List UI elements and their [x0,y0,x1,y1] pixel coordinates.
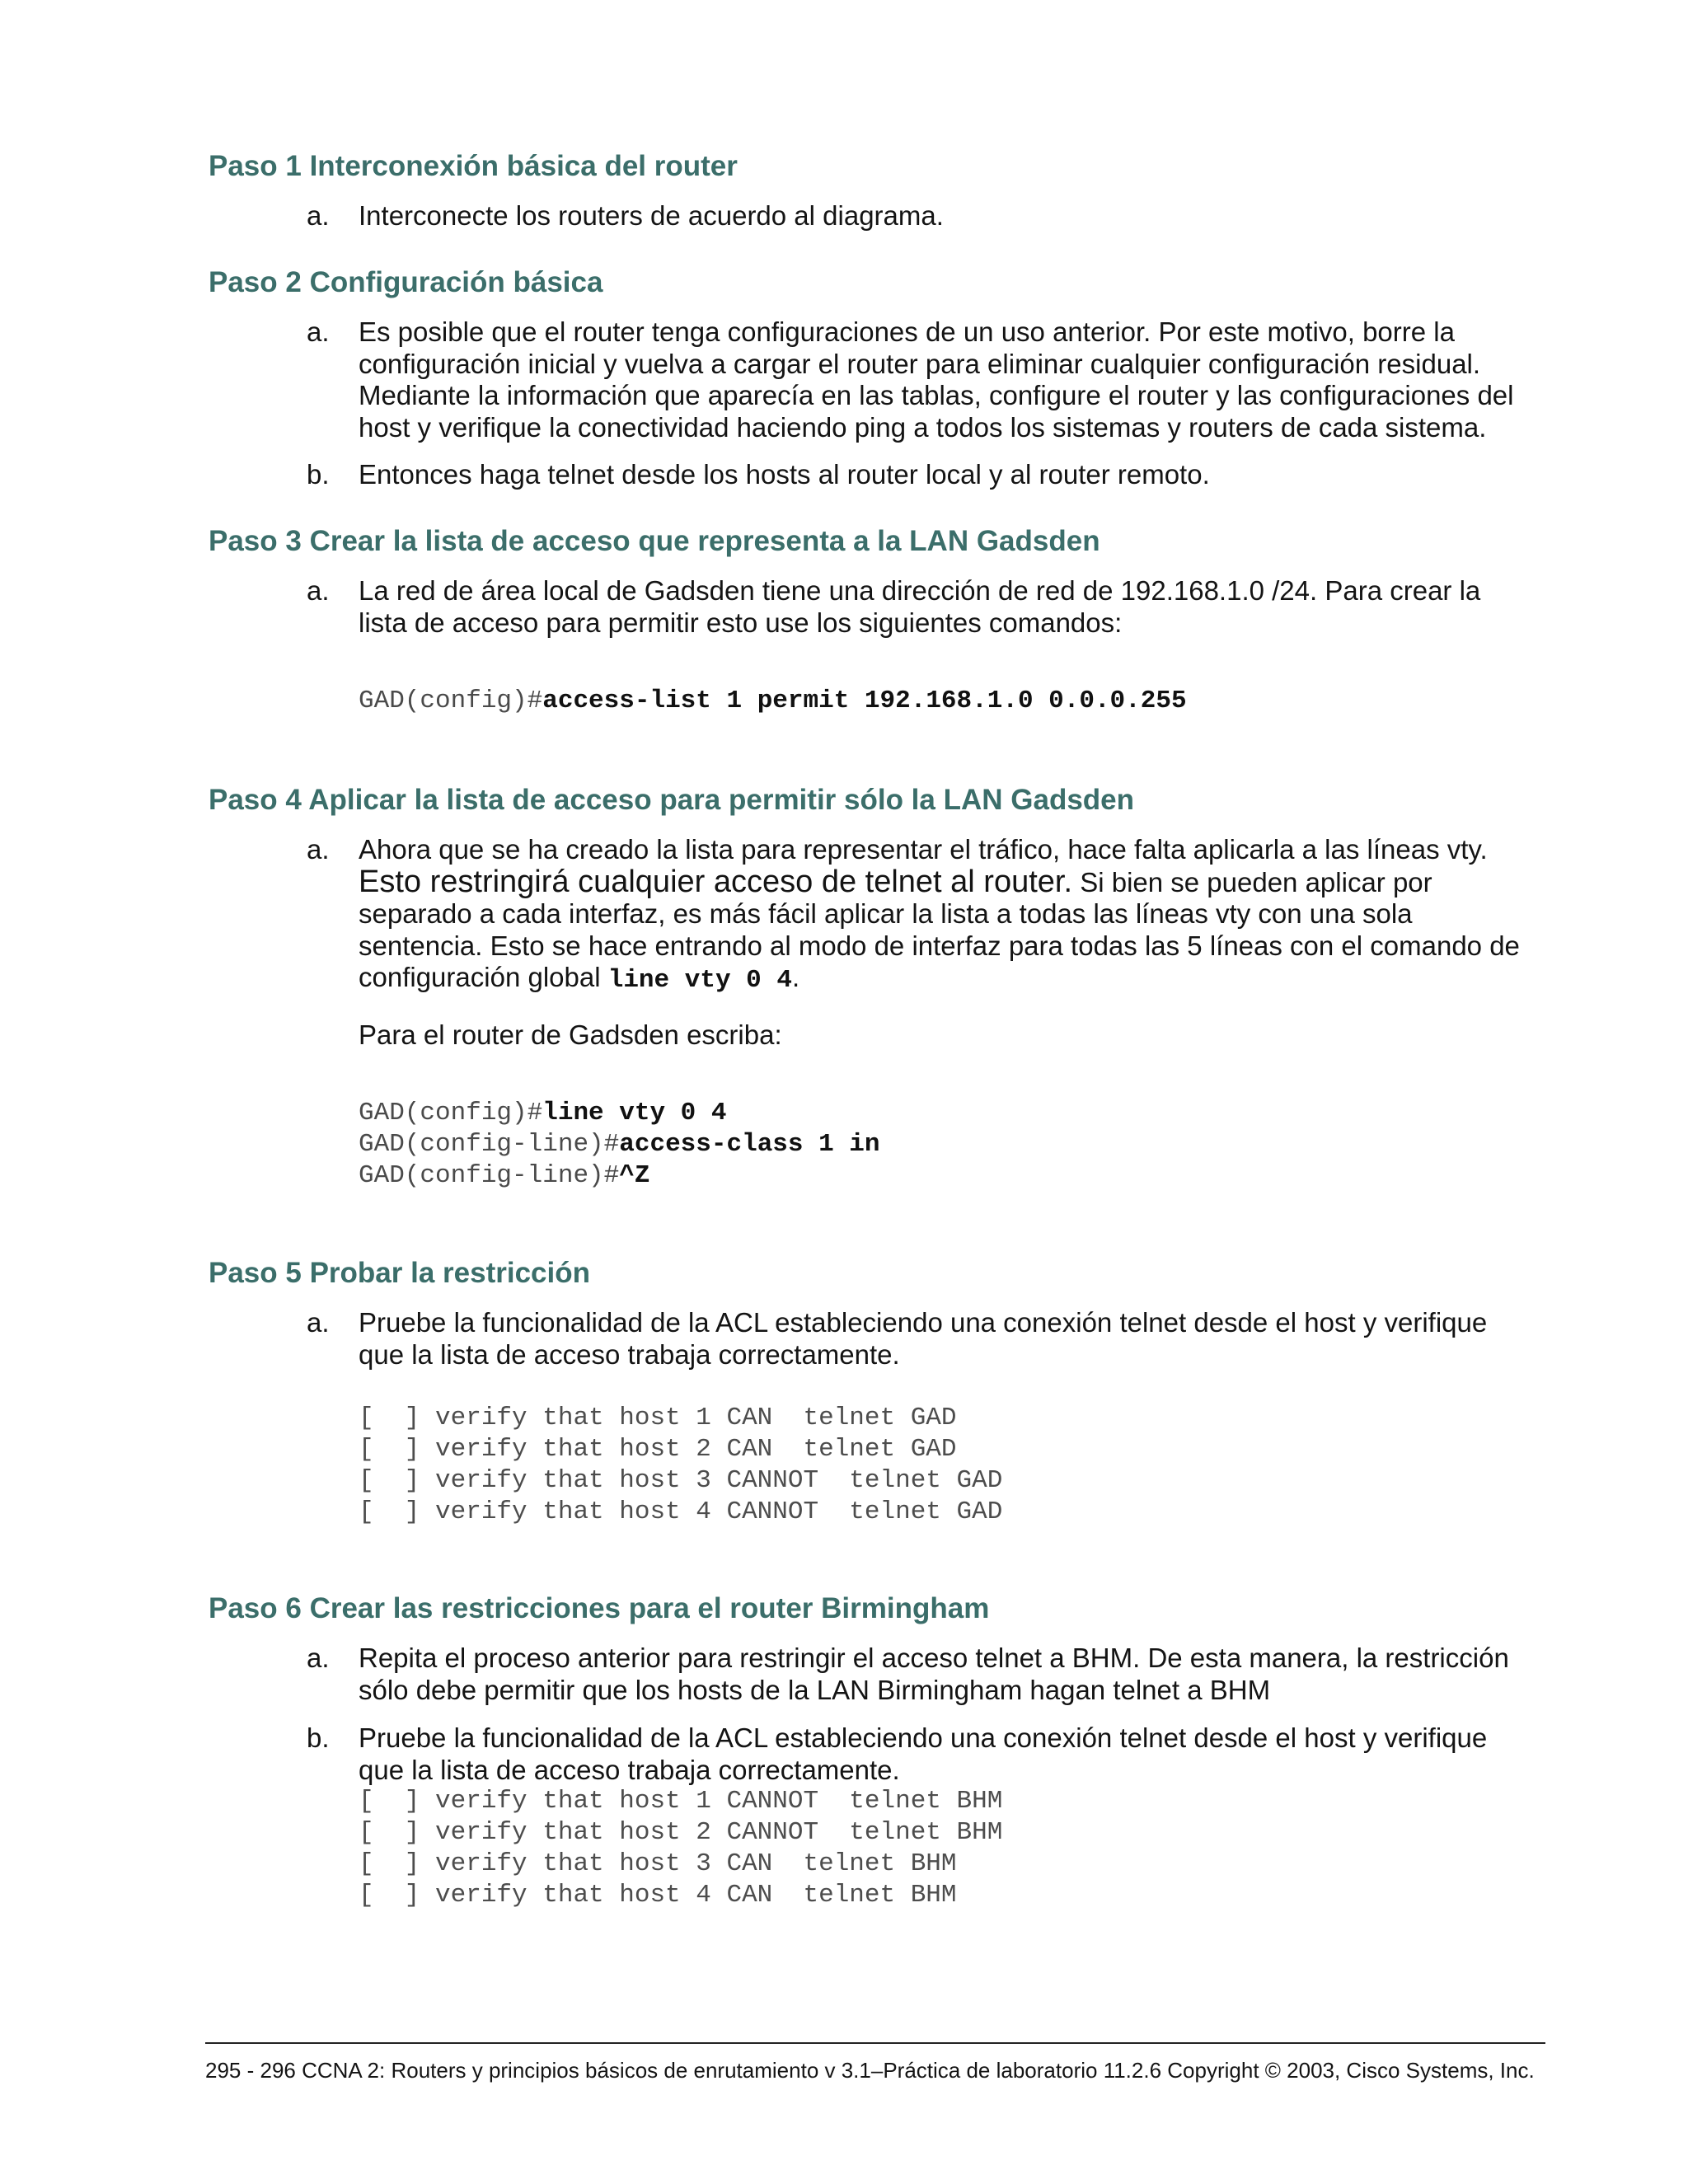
step-5-item-a [307,1307,1547,1371]
item-marker: a. [307,1643,330,1673]
code-command: line vty 0 4 [542,1099,727,1127]
item-text-large: Esto restringirá cualquier acceso de telnet al router. [359,864,1073,899]
item-text: sentencia. Esto se hace entrando al modo de interfaz para todas las 5 líneas con el comando de [359,930,1520,961]
item-text: que la lista de acceso trabaja correctamente. [359,1754,900,1785]
step-3-code-block [359,686,1187,717]
verify-line: [ ] verify that host 4 CAN telnet BHM [359,1881,957,1910]
item-marker: a. [307,200,330,231]
footer-divider [205,2042,1545,2044]
item-text: Ahora que se ha creado la lista para representar el tráfico, hace falta aplicarla a las líneas vty. [359,834,1488,865]
item-text: separado a cada interfaz, es más fácil aplicar la lista a todas las líneas vty con una sola [359,898,1413,929]
item-marker: b. [307,1722,330,1753]
step-5-verify-list [359,1403,1002,1528]
step-2-heading: Paso 2 Configuración básica [209,266,603,298]
item-text: configuración global [359,962,608,992]
item-marker: a. [307,316,330,347]
step-6-verify-list [359,1786,1002,1911]
item-text: La red de área local de Gadsden tiene una dirección de red de 192.168.1.0 /24. Para crear la [359,575,1481,606]
code-line [359,1130,880,1159]
verify-line: [ ] verify that host 2 CAN telnet GAD [359,1435,957,1464]
item-text: configuración inicial y vuelva a cargar el router para eliminar cualquier configuración residual. [359,348,1481,379]
item-text: host y verifique la conectividad haciendo ping a todos los sistemas y routers de cada sistema. [359,411,1487,443]
verify-line: [ ] verify that host 1 CANNOT telnet BHM [359,1787,1003,1816]
item-marker: a. [307,575,330,606]
item-text: Repita el proceso anterior para restringir el acceso telnet a BHM. De esta manera, la restricción [359,1643,1509,1673]
item-marker: a. [307,834,330,865]
step-5-heading: Paso 5 Probar la restricción [209,1257,590,1289]
item-text: lista de acceso para permitir esto use los siguientes comandos: [359,607,1123,638]
page-footer: 295 - 296 CCNA 2: Routers y principios básicos de enrutamiento v 3.1–Práctica de laboratorio 11.2.6 Copyright © 2003, Cisco Systems, Inc. [205,2058,1535,2083]
item-text: Si bien se pueden aplicar por [1072,866,1432,898]
item-text-with-code [359,962,1547,997]
verify-line: [ ] verify that host 3 CANNOT telnet GAD [359,1466,1003,1495]
step-4-code-block [359,1098,880,1192]
item-marker: b. [307,459,330,490]
code-line [359,1161,649,1190]
step-6-item-a [307,1643,1547,1706]
step-1-item-a [307,200,1547,232]
code-command: access-class 1 in [619,1130,880,1159]
code-prompt: GAD(config-line)# [359,1161,620,1190]
item-text-mixed [359,866,1547,899]
item-text: Para el router de Gadsden escriba: [359,1019,782,1050]
step-2-item-b [307,459,1547,491]
verify-line: [ ] verify that host 4 CANNOT telnet GAD [359,1497,1003,1526]
inline-command: line vty 0 4 [607,966,792,995]
step-2-item-a [307,316,1547,443]
code-prompt: GAD(config)# [359,1099,543,1127]
item-text: Es posible que el router tenga configuraciones de un uso anterior. Por este motivo, borre la [359,316,1455,347]
item-text: que la lista de acceso trabaja correctamente. [359,1338,900,1370]
verify-line: [ ] verify that host 3 CAN telnet BHM [359,1849,957,1878]
item-text: Entonces haga telnet desde los hosts al router local y al router remoto. [359,459,1210,490]
step-4-para [307,1019,1547,1052]
step-4-heading: Paso 4 Aplicar la lista de acceso para permitir sólo la LAN Gadsden [209,784,1135,816]
step-3-heading: Paso 3 Crear la lista de acceso que representa a la LAN Gadsden [209,525,1100,557]
code-command: access-list 1 permit 192.168.1.0 0.0.0.255 [542,687,1187,715]
item-text: sólo debe permitir que los hosts de la LAN Birmingham hagan telnet a BHM [359,1674,1271,1705]
code-prompt: GAD(config)# [359,687,543,715]
item-text: Mediante la información que aparecía en las tablas, configure el router y las configuraciones del [359,380,1514,410]
step-1-heading: Paso 1 Interconexión básica del router [209,150,738,182]
code-prompt: GAD(config-line)# [359,1130,620,1159]
code-line [359,1099,727,1127]
verify-line: [ ] verify that host 2 CANNOT telnet BHM [359,1818,1003,1847]
item-text: Pruebe la funcionalidad de la ACL estableciendo una conexión telnet desde el host y verifique [359,1307,1488,1338]
step-3-item-a [307,575,1547,639]
step-4-item-a [307,834,1547,997]
item-marker: a. [307,1307,330,1338]
item-text: . [791,962,800,992]
step-6-heading: Paso 6 Crear las restricciones para el router Birmingham [209,1592,990,1624]
code-command: ^Z [619,1161,650,1190]
item-text: Interconecte los routers de acuerdo al diagrama. [359,200,944,231]
verify-line: [ ] verify that host 1 CAN telnet GAD [359,1404,957,1432]
step-6-item-b [307,1722,1547,1786]
item-text: Pruebe la funcionalidad de la ACL estableciendo una conexión telnet desde el host y verifique [359,1722,1488,1753]
